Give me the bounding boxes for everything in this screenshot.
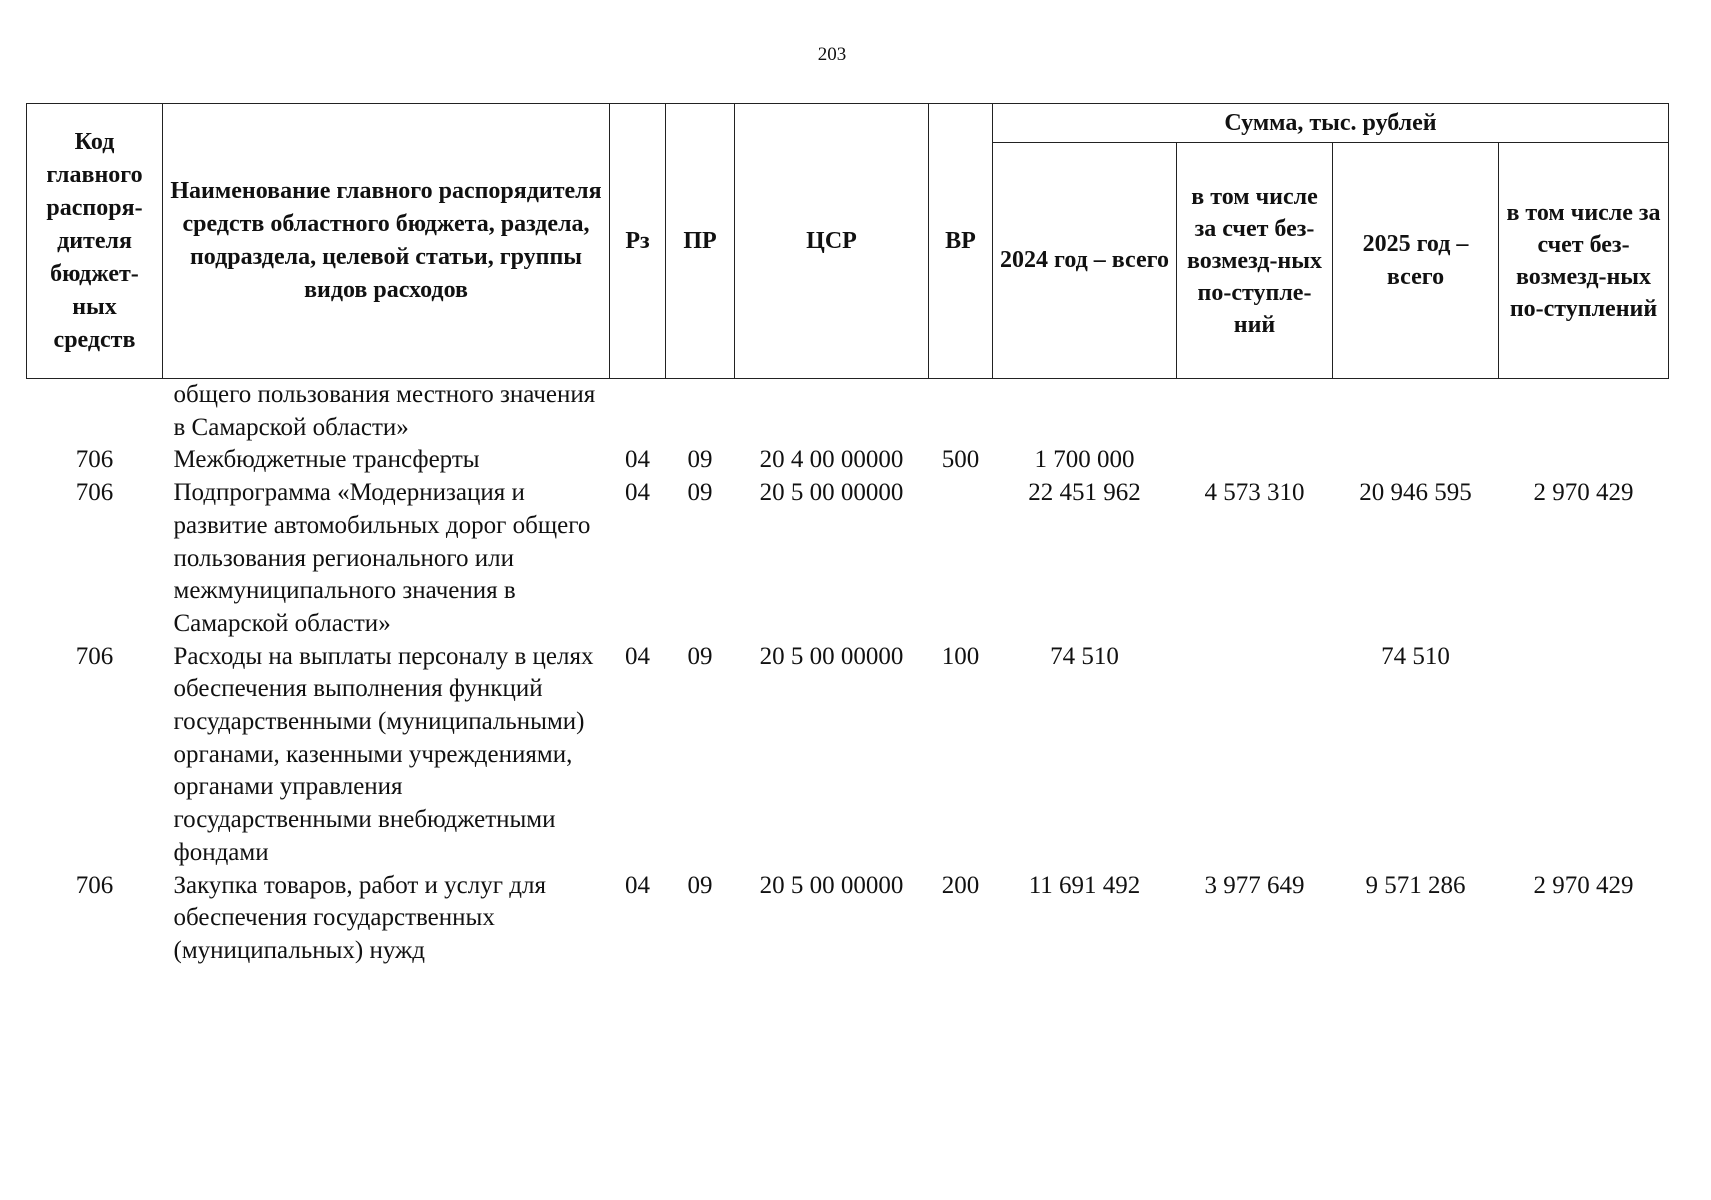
header-csr: ЦСР: [735, 104, 929, 379]
cell-code: [27, 379, 163, 445]
cell-2025-grants: [1499, 641, 1669, 870]
header-vr: ВР: [929, 104, 993, 379]
cell-name: Закупка товаров, работ и услуг для обеспечения государственных (муниципальных) нужд: [173, 871, 546, 964]
cell-vr: 100: [941, 642, 980, 670]
table-row: [27, 477, 1669, 641]
cell-rz: [610, 379, 666, 445]
cell-2024-total: 1 700 000: [1034, 446, 1135, 474]
cell-csr: 20 4 00 00000: [759, 446, 904, 474]
cell-name: Подпрограмма «Модернизация и развитие автомобильных дорог общего пользования регионального или межмуниципального значения в Самарской области»: [173, 479, 591, 637]
cell-code: 706: [75, 479, 114, 507]
cell-vr: 500: [941, 446, 980, 474]
table-row: [27, 444, 1669, 477]
cell-name: Расходы на выплаты персоналу в целях обеспечения выполнения функций государственными (муниципальными) органами, казенными учреждениями, органами управления государственными внебюджетными фондами: [173, 642, 594, 866]
cell-2025-grants: [1499, 379, 1669, 445]
cell-pr: [666, 379, 735, 445]
header-sum-group: Сумма, тыс. рублей: [993, 104, 1669, 143]
cell-2024-total: 22 451 962: [1028, 479, 1141, 507]
cell-code: 706: [75, 871, 114, 899]
header-2025-grants: в том числе за счет без-возмезд-ных по-ступлений: [1499, 143, 1669, 379]
cell-csr: 20 5 00 00000: [759, 642, 904, 670]
cell-rz: 04: [625, 479, 650, 507]
cell-2024-grants: [1177, 379, 1333, 445]
cell-2024-total: 74 510: [1050, 642, 1119, 670]
cell-pr: 09: [687, 642, 713, 670]
cell-vr: 200: [941, 871, 980, 899]
cell-2025-grants: 2 970 429: [1533, 871, 1634, 899]
cell-name: общего пользования местного значения в Самарской области»: [173, 381, 596, 441]
cell-pr: 09: [687, 446, 713, 474]
header-row-top: [27, 104, 1669, 143]
cell-2025-total: [1333, 444, 1499, 477]
cell-2024-grants: [1177, 444, 1333, 477]
cell-csr: 20 5 00 00000: [759, 479, 904, 507]
cell-code: 706: [75, 642, 114, 670]
cell-pr: 09: [687, 871, 713, 899]
cell-csr: [735, 379, 929, 445]
cell-pr: 09: [687, 479, 713, 507]
table-row: [27, 870, 1669, 968]
cell-2024-grants: 3 977 649: [1204, 871, 1305, 899]
header-2024-total: 2024 год – всего: [993, 143, 1177, 379]
header-rz: Рз: [610, 104, 666, 379]
header-2024-grants: в том числе за счет без-возмезд-ных по-ступле-ний: [1177, 143, 1333, 379]
cell-vr: [929, 477, 993, 641]
cell-2024-grants: 4 573 310: [1204, 479, 1305, 507]
cell-2024-total: 11 691 492: [1028, 871, 1141, 899]
cell-2025-total: 9 571 286: [1365, 871, 1466, 899]
header-name: Наименование главного распорядителя средств областного бюджета, раздела, подраздела, целевой статьи, группы видов расходов: [163, 104, 610, 379]
table-row: [27, 379, 1669, 445]
budget-table: [26, 103, 1669, 968]
cell-2025-total: 20 946 595: [1359, 479, 1472, 507]
cell-2024-total: [993, 379, 1177, 445]
header-2025-total: 2025 год – всего: [1333, 143, 1499, 379]
header-code: Код главного распоря-дителя бюджет-ных средств: [27, 104, 163, 379]
table-row: [27, 641, 1669, 870]
cell-vr: [929, 379, 993, 445]
header-pr: ПР: [666, 104, 735, 379]
cell-2025-grants: [1499, 444, 1669, 477]
cell-name: Межбюджетные трансферты: [173, 446, 480, 474]
cell-2024-grants: [1177, 641, 1333, 870]
cell-2025-total: [1333, 379, 1499, 445]
cell-code: 706: [75, 446, 114, 474]
cell-rz: 04: [625, 642, 650, 670]
cell-2025-total: 74 510: [1381, 642, 1450, 670]
cell-rz: 04: [625, 871, 650, 899]
page-number: 203: [817, 44, 847, 65]
cell-rz: 04: [625, 446, 650, 474]
cell-csr: 20 5 00 00000: [759, 871, 904, 899]
cell-2025-grants: 2 970 429: [1533, 479, 1634, 507]
